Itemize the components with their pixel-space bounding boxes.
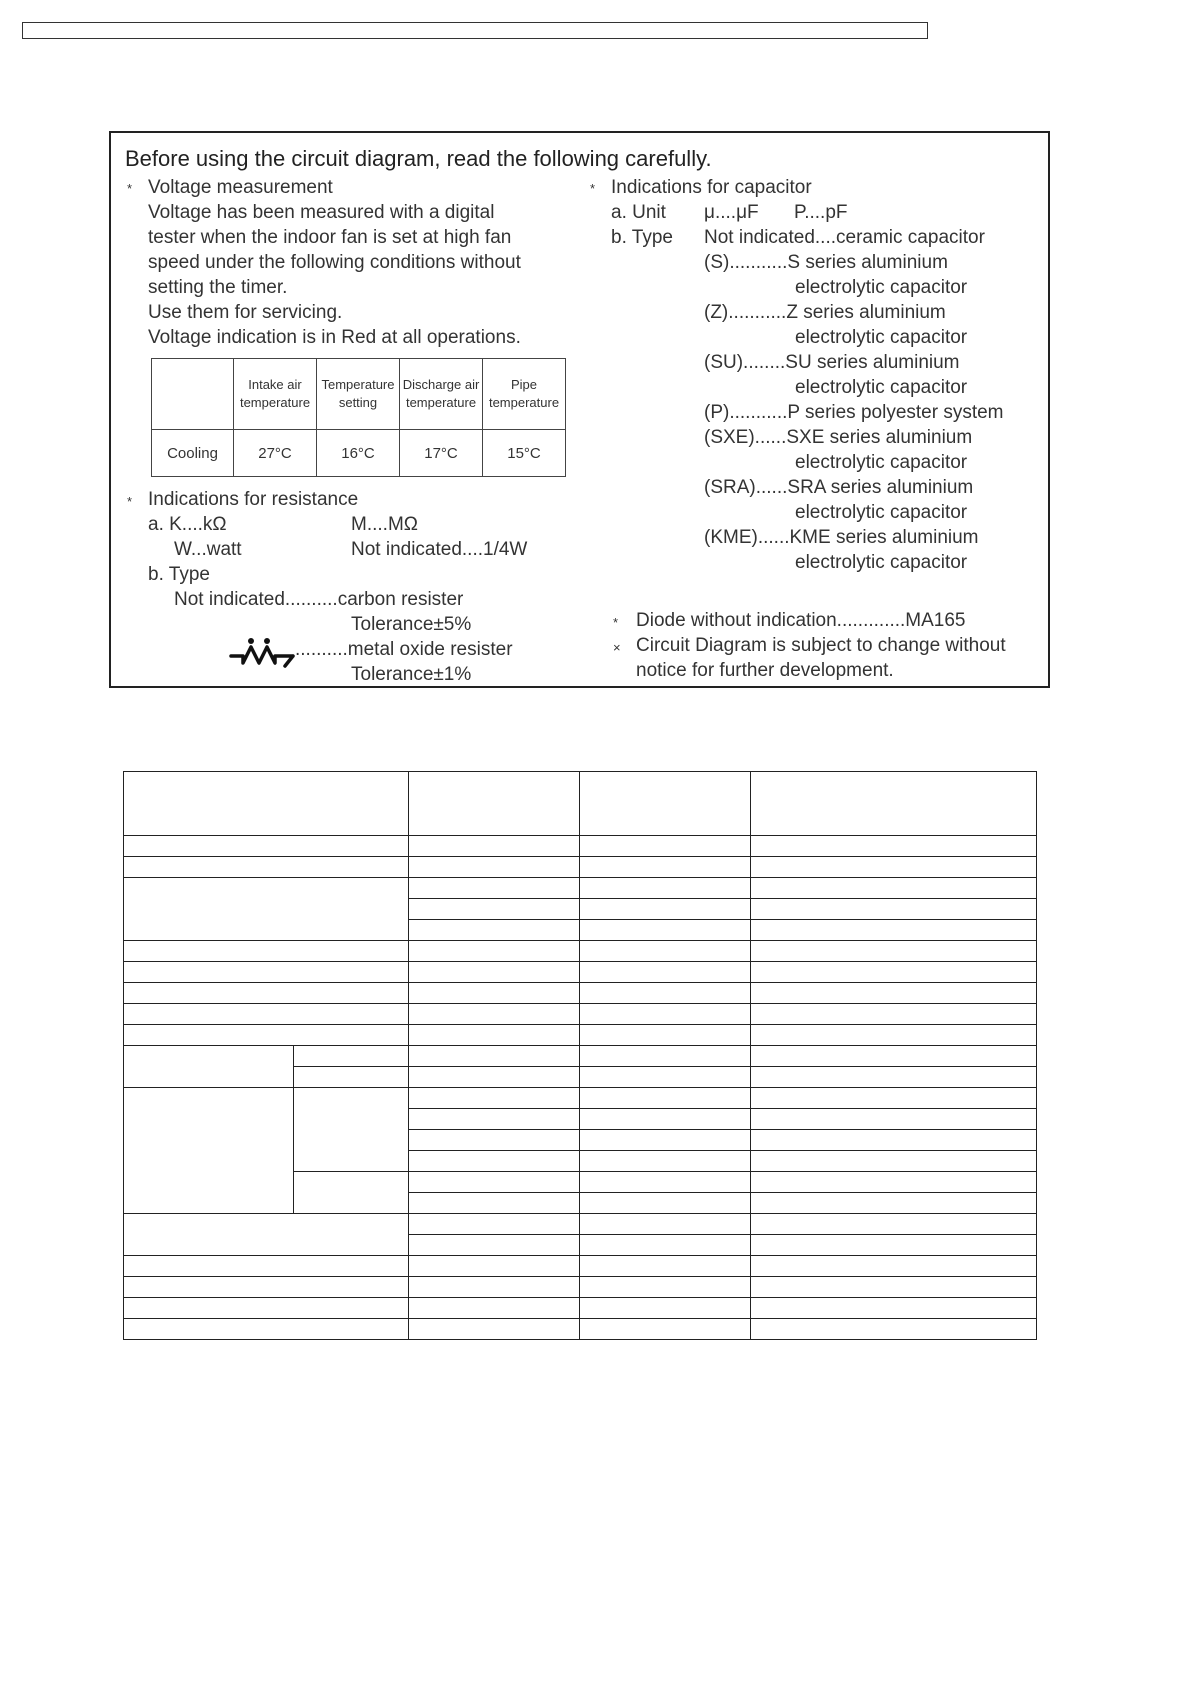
resistance-default-wattage: Not indicated....1/4W	[351, 539, 528, 560]
table-cell	[751, 1025, 1037, 1046]
table-cell	[124, 836, 409, 857]
capacitor-type-line: (S)...........S series aluminium	[704, 252, 948, 273]
table-cell	[751, 1130, 1037, 1151]
table-cell	[409, 941, 580, 962]
table-cell	[124, 857, 409, 878]
table-row	[124, 878, 1037, 899]
conditions-cell: 27°C	[234, 430, 317, 477]
voltage-line: Voltage indication is in Red at all operations.	[148, 327, 521, 348]
table-cell	[294, 1172, 409, 1214]
table-cell	[409, 1298, 580, 1319]
capacitor-unit-label: a. Unit	[611, 202, 666, 223]
capacitor-unit-micro: μ....μF	[704, 202, 759, 223]
resistance-unit-k: a. K....kΩ	[148, 514, 227, 535]
capacitor-type-line: electrolytic capacitor	[795, 327, 968, 348]
capacitor-type-line: electrolytic capacitor	[795, 552, 968, 573]
table-header-row	[124, 772, 1037, 836]
voltage-title: Voltage measurement	[148, 177, 333, 198]
table-cell	[580, 1319, 751, 1340]
capacitor-title: Indications for capacitor	[611, 177, 812, 198]
table-cell	[751, 1256, 1037, 1277]
table-cell	[751, 878, 1037, 899]
table-cell	[409, 836, 580, 857]
conditions-cell-mode: Cooling	[152, 430, 234, 477]
diode-note: Diode without indication.............MA165	[636, 610, 966, 631]
table-cell	[580, 920, 751, 941]
table-row	[124, 941, 1037, 962]
voltage-line: speed under the following conditions without	[148, 252, 521, 273]
capacitor-bullet: *	[590, 181, 596, 196]
table-cell	[409, 1256, 580, 1277]
table-cell	[580, 1256, 751, 1277]
table-cell	[751, 836, 1037, 857]
resistance-carbon: Not indicated..........carbon resister	[174, 589, 464, 610]
header-bar	[22, 22, 928, 39]
table-cell	[580, 1025, 751, 1046]
capacitor-type-line: electrolytic capacitor	[795, 377, 968, 398]
capacitor-type-label: b. Type	[611, 227, 673, 248]
table-cell	[580, 772, 751, 836]
table-cell	[751, 772, 1037, 836]
table-cell	[124, 962, 409, 983]
voltage-bullet: *	[127, 181, 133, 196]
table-row	[124, 1214, 1037, 1235]
table-cell	[751, 983, 1037, 1004]
table-cell	[751, 1088, 1037, 1109]
conditions-cell: 16°C	[317, 430, 400, 477]
table-cell	[409, 1088, 580, 1109]
diode-bullet: *	[613, 615, 619, 630]
table-cell	[751, 1067, 1037, 1088]
table-cell	[124, 1004, 409, 1025]
conditions-cell: 17°C	[400, 430, 483, 477]
conditions-header-intake: Intake air temperature	[234, 359, 317, 430]
table-cell	[409, 1109, 580, 1130]
table-cell	[409, 1004, 580, 1025]
table-cell	[751, 1319, 1037, 1340]
table-cell	[751, 962, 1037, 983]
conditions-cell: 15°C	[483, 430, 566, 477]
table-cell	[124, 941, 409, 962]
table-row	[124, 1088, 1037, 1109]
table-row	[124, 1004, 1037, 1025]
table-cell	[751, 1046, 1037, 1067]
table-row	[124, 962, 1037, 983]
table-cell	[294, 1046, 409, 1067]
table-cell	[751, 1193, 1037, 1214]
table-cell	[409, 1130, 580, 1151]
table-row	[124, 1025, 1037, 1046]
table-cell	[409, 772, 580, 836]
table-cell	[580, 878, 751, 899]
resistance-bullet: *	[127, 494, 133, 509]
voltage-line: Use them for servicing.	[148, 302, 343, 323]
table-cell	[751, 1172, 1037, 1193]
table-cell	[580, 1193, 751, 1214]
table-cell	[124, 1046, 294, 1088]
capacitor-type-line: electrolytic capacitor	[795, 452, 968, 473]
conditions-header-discharge: Discharge air temperature	[400, 359, 483, 430]
table-cell	[409, 1151, 580, 1172]
conditions-header-pipe: Pipe temperature	[483, 359, 566, 430]
table-cell	[751, 1109, 1037, 1130]
table-cell	[124, 1256, 409, 1277]
table-cell	[751, 899, 1037, 920]
table-cell	[124, 1025, 409, 1046]
table-cell	[409, 1235, 580, 1256]
table-cell	[580, 899, 751, 920]
table-cell	[409, 962, 580, 983]
parts-table	[123, 771, 1037, 1340]
table-row	[124, 1256, 1037, 1277]
table-row	[124, 1046, 1037, 1067]
table-cell	[580, 1109, 751, 1130]
table-cell	[124, 1298, 409, 1319]
notes-box	[109, 131, 1050, 688]
table-cell	[124, 1319, 409, 1340]
table-cell	[409, 1067, 580, 1088]
capacitor-type-line: Not indicated....ceramic capacitor	[704, 227, 985, 248]
table-cell	[580, 983, 751, 1004]
capacitor-type-line: electrolytic capacitor	[795, 277, 968, 298]
table-cell	[580, 1151, 751, 1172]
conditions-table	[151, 358, 566, 477]
table-cell	[409, 1319, 580, 1340]
table-cell	[124, 983, 409, 1004]
resistance-carbon-tolerance: Tolerance±5%	[351, 614, 472, 635]
capacitor-type-line: (KME)......KME series aluminium	[704, 527, 979, 548]
table-cell	[409, 878, 580, 899]
table-cell	[124, 1214, 409, 1256]
capacitor-type-line: (SXE)......SXE series aluminium	[704, 427, 973, 448]
table-cell	[409, 1277, 580, 1298]
table-cell	[580, 1172, 751, 1193]
conditions-header-setting: Temperature setting	[317, 359, 400, 430]
capacitor-type-line: (Z)...........Z series aluminium	[704, 302, 946, 323]
table-row	[124, 1319, 1037, 1340]
table-cell	[580, 1235, 751, 1256]
table-cell	[580, 1277, 751, 1298]
table-cell	[580, 1067, 751, 1088]
resistance-unit-m: M....MΩ	[351, 514, 418, 535]
table-cell	[580, 1046, 751, 1067]
table-cell	[409, 920, 580, 941]
table-cell	[751, 1151, 1037, 1172]
table-cell	[751, 920, 1037, 941]
voltage-line: Voltage has been measured with a digital	[148, 202, 495, 223]
capacitor-type-line: electrolytic capacitor	[795, 502, 968, 523]
table-cell	[294, 1088, 409, 1172]
resistance-unit-w: W...watt	[174, 539, 242, 560]
resistance-title: Indications for resistance	[148, 489, 359, 510]
table-row	[124, 983, 1037, 1004]
table-cell	[751, 1298, 1037, 1319]
table-row	[124, 836, 1037, 857]
table-cell	[294, 1067, 409, 1088]
voltage-line: setting the timer.	[148, 277, 288, 298]
table-cell	[751, 1235, 1037, 1256]
table-cell	[409, 1172, 580, 1193]
table-cell	[751, 1004, 1037, 1025]
table-cell	[409, 1025, 580, 1046]
capacitor-unit-pico: P....pF	[794, 202, 848, 223]
table-cell	[580, 1088, 751, 1109]
table-cell	[751, 1277, 1037, 1298]
change-note-line: notice for further development.	[636, 660, 894, 681]
table-cell	[751, 857, 1037, 878]
metal-oxide-resistor-icon	[229, 636, 295, 670]
resistance-type-label: b. Type	[148, 564, 210, 585]
table-cell	[409, 899, 580, 920]
table-cell	[409, 983, 580, 1004]
table-cell	[751, 1214, 1037, 1235]
table-cell	[580, 1214, 751, 1235]
table-cell	[580, 941, 751, 962]
table-cell	[409, 1214, 580, 1235]
table-cell	[580, 1004, 751, 1025]
resistance-metal-tolerance: Tolerance±1%	[351, 664, 472, 685]
capacitor-type-line: (P)...........P series polyester system	[704, 402, 1004, 423]
table-cell	[409, 1046, 580, 1067]
table-cell	[580, 1298, 751, 1319]
table-cell	[580, 857, 751, 878]
change-bullet: ×	[613, 640, 621, 655]
table-row	[124, 1277, 1037, 1298]
table-cell	[580, 836, 751, 857]
table-cell	[409, 1193, 580, 1214]
table-cell	[124, 772, 409, 836]
conditions-header-empty	[152, 359, 234, 430]
table-cell	[580, 1130, 751, 1151]
voltage-line: tester when the indoor fan is set at high fan	[148, 227, 512, 248]
resistance-metal-oxide: ..........metal oxide resister	[295, 639, 513, 660]
capacitor-type-line: (SRA)......SRA series aluminium	[704, 477, 974, 498]
table-cell	[124, 878, 409, 941]
table-cell	[751, 941, 1037, 962]
table-row	[124, 1298, 1037, 1319]
table-cell	[124, 1088, 294, 1214]
table-cell	[580, 962, 751, 983]
table-cell	[124, 1277, 409, 1298]
table-cell	[409, 857, 580, 878]
notes-heading: Before using the circuit diagram, read the following carefully.	[125, 146, 712, 171]
capacitor-type-line: (SU)........SU series aluminium	[704, 352, 960, 373]
table-row	[124, 857, 1037, 878]
change-note-line: Circuit Diagram is subject to change without	[636, 635, 1006, 656]
